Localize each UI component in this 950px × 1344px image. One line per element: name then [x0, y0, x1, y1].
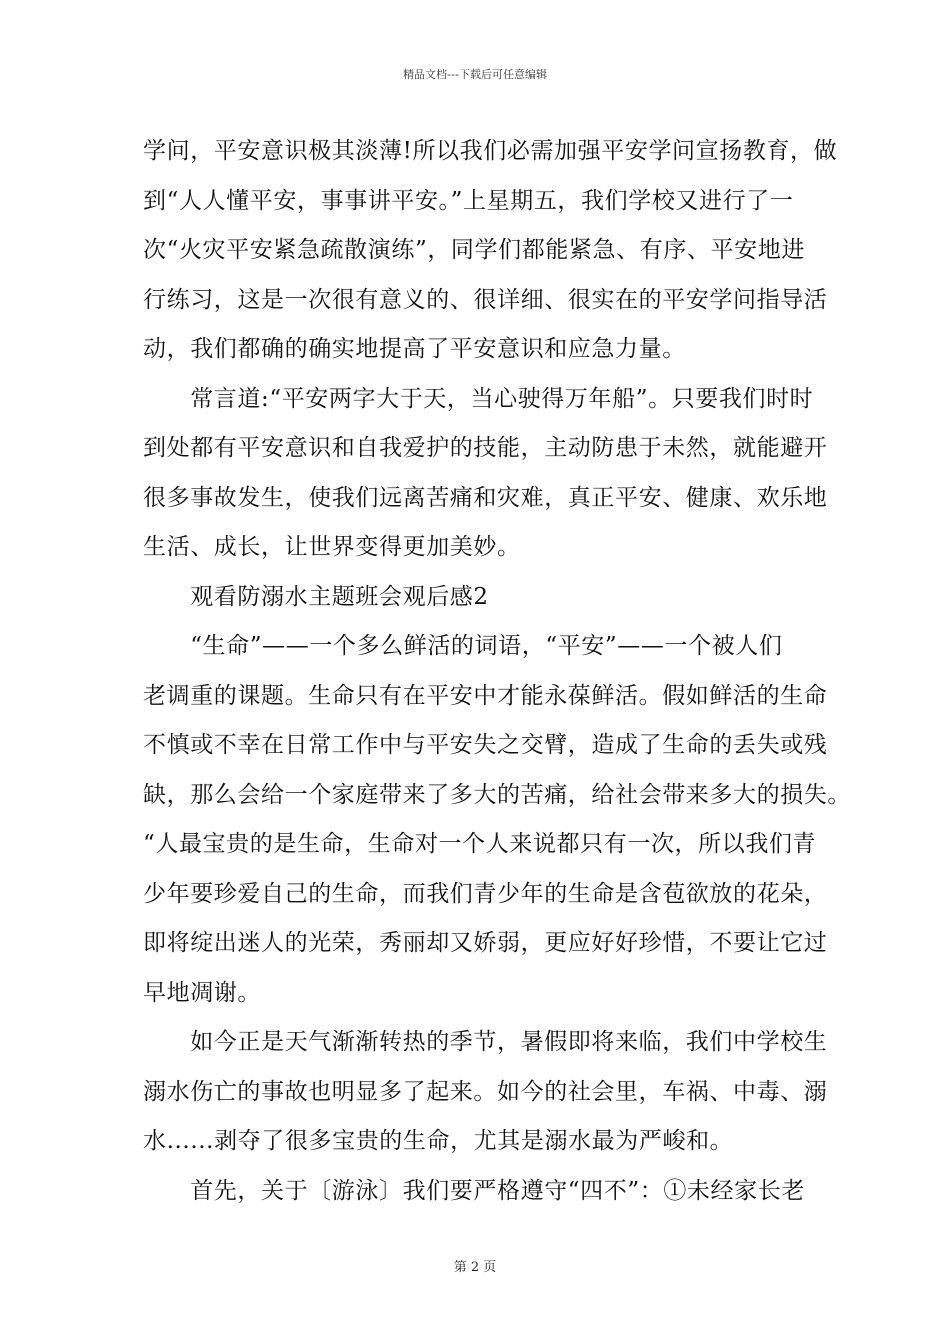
- text-line: 不慎或不幸在日常工作中与平安失之交臂，造成了生命的丢失或残: [143, 732, 828, 758]
- text-line: 行练习，这是一次很有意义的、很详细、很实在的平安学问指导活: [143, 286, 828, 313]
- text-line: 即将绽出迷人的光荣，秀丽却又娇弱，更应好好珍惜，不要让它过: [143, 930, 828, 956]
- text-line: 早地凋谢。: [143, 979, 261, 1006]
- text-line: 到处都有平安意识和自我爱护的技能，主动防患于未然，就能避开: [143, 435, 828, 461]
- text-line: 缺，那么会给一个家庭带来了多大的苦痛，给社会带来多大的损失。: [143, 781, 851, 808]
- text-line: 次“火灾平安紧急疏散演练”，同学们都能紧急、有序、平安地进: [143, 237, 805, 263]
- text-line: 老调重的课题。生命只有在平安中才能永葆鲜活。假如鲜活的生命: [143, 682, 828, 709]
- text-line: “生命”——一个多么鲜活的词语，“平安”——一个被人们: [143, 633, 783, 659]
- text-line: 少年要珍爱自己的生命，而我们青少年的生命是含苞欲放的花朵，: [143, 880, 828, 907]
- section-heading: 观看防溺水主题班会观后感2: [143, 583, 489, 610]
- text-line: “人最宝贵的是生命，生命对一个人来说都只有一次，所以我们青: [143, 831, 817, 857]
- text-line: 生活、成长，让世界变得更加美妙。: [143, 534, 521, 560]
- text-line: 学问，平安意识极其淡薄!所以我们必需加强平安学问宣扬教育，做: [143, 138, 838, 164]
- page-number: 第 2 页: [453, 1260, 497, 1275]
- text-line: 常言道:“平安两字大于天，当心驶得万年船”。只要我们时时: [143, 385, 814, 412]
- text-line: 首先，关于〔游泳〕我们要严格遵守“四不”：①未经家长老: [143, 1177, 805, 1204]
- text-line: 到“人人懂平安，事事讲平安。”上星期五，我们学校又进行了一: [143, 187, 794, 214]
- text-line: 水......剥夺了很多宝贵的生命，尤其是溺水最为严峻和。: [143, 1128, 734, 1154]
- page-header: 精品文档---下载后可任意编辑: [403, 68, 547, 81]
- body-text: [143, 127, 851, 1216]
- text-line: 动，我们都确的确实地提高了平安意识和应急力量。: [143, 336, 686, 362]
- text-line: 很多事故发生，使我们远离苦痛和灾难，真正平安、健康、欢乐地: [143, 484, 828, 511]
- text-line: 溺水伤亡的事故也明显多了起来。如今的社会里，车祸、中毒、溺: [143, 1078, 828, 1105]
- text-line: 如今正是天气渐渐转热的季节，暑假即将来临，我们中学校生: [143, 1029, 828, 1055]
